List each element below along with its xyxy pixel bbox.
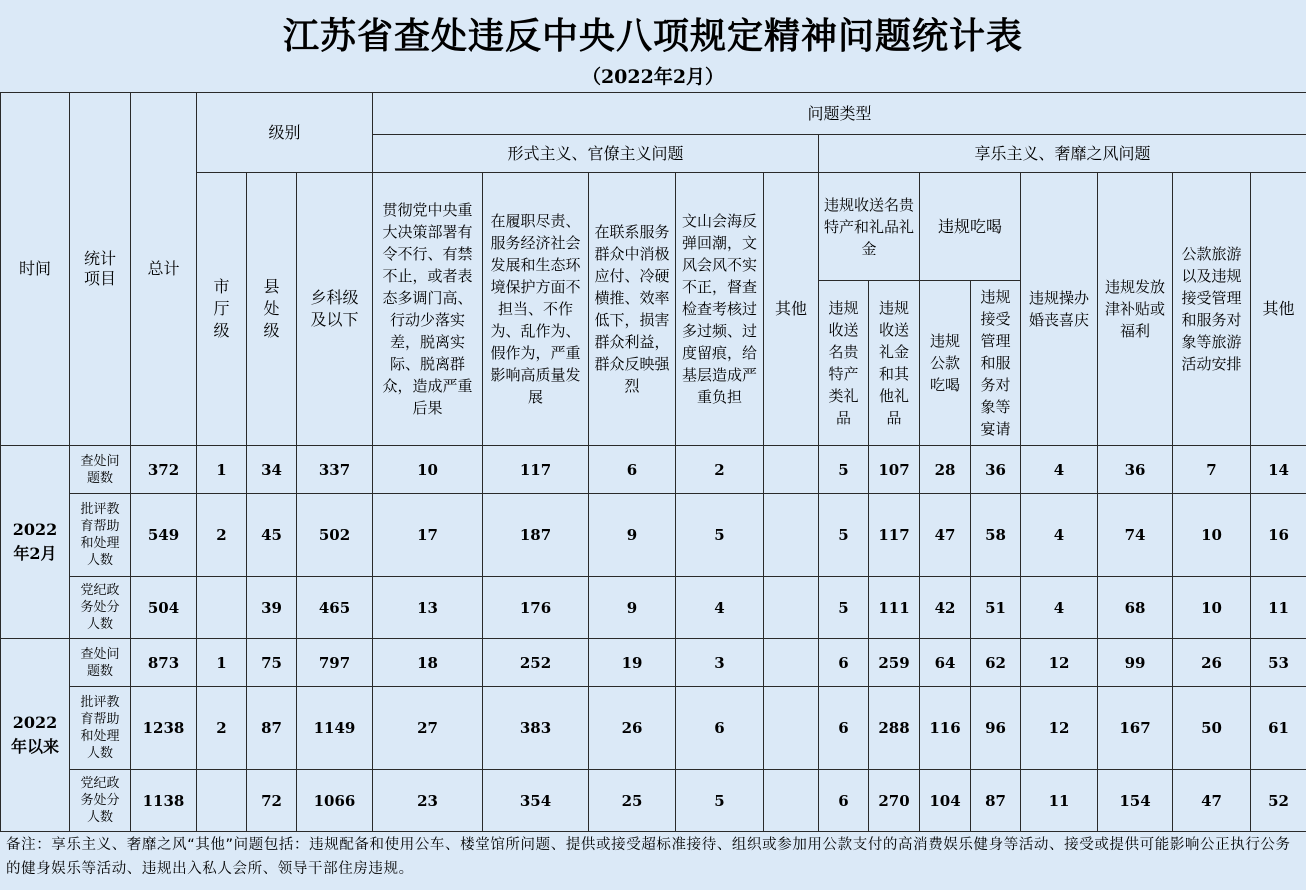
value-cell: 1066 (297, 770, 373, 832)
value-cell: 502 (297, 494, 373, 577)
stat-item-label: 批评教育帮助和处理人数 (70, 687, 131, 770)
stat-item-label: 党纪政务处分人数 (70, 577, 131, 639)
value-cell: 1 (197, 446, 247, 494)
value-cell: 39 (247, 577, 297, 639)
value-cell: 270 (869, 770, 920, 832)
table-row (1, 639, 1306, 687)
value-cell: 47 (920, 494, 971, 577)
value-cell: 288 (869, 687, 920, 770)
table-body (1, 446, 1306, 832)
header-level-county: 县处级 (247, 173, 297, 446)
value-cell: 17 (373, 494, 483, 577)
table-row (1, 494, 1306, 577)
value-cell: 1238 (131, 687, 197, 770)
page-subtitle: （2022年2月） (581, 66, 725, 88)
header-formalism-3: 在联系服务群众中消极应付、冷硬横推、效率低下，损害群众利益，群众反映强烈 (589, 173, 676, 446)
value-cell (197, 577, 247, 639)
value-cell: 36 (971, 446, 1021, 494)
value-cell: 2 (676, 446, 764, 494)
value-cell (197, 770, 247, 832)
value-cell (764, 770, 819, 832)
stat-item-label: 党纪政务处分人数 (70, 770, 131, 832)
header-gifts: 违规收送名贵特产和礼品礼金 (819, 173, 920, 281)
value-cell: 45 (247, 494, 297, 577)
value-cell: 10 (1173, 494, 1251, 577)
stat-item-label: 批评教育帮助和处理人数 (70, 494, 131, 577)
value-cell: 337 (297, 446, 373, 494)
header-level-city: 市厅级 (197, 173, 247, 446)
header-dining: 违规吃喝 (920, 173, 1021, 281)
value-cell (764, 577, 819, 639)
value-cell: 36 (1098, 446, 1173, 494)
value-cell: 72 (247, 770, 297, 832)
value-cell: 87 (971, 770, 1021, 832)
value-cell: 96 (971, 687, 1021, 770)
value-cell: 504 (131, 577, 197, 639)
stat-item-label: 查处问题数 (70, 446, 131, 494)
header-formalism-4: 文山会海反弹回潮，文风会风不实不正，督查检查考核过多过频、过度留痕，给基层造成严重负担 (676, 173, 764, 446)
table-row (1, 577, 1306, 639)
value-cell: 873 (131, 639, 197, 687)
value-cell: 62 (971, 639, 1021, 687)
value-cell: 13 (373, 577, 483, 639)
value-cell: 6 (589, 446, 676, 494)
value-cell: 104 (920, 770, 971, 832)
header-problem-type: 问题类型 (373, 93, 1306, 135)
value-cell: 259 (869, 639, 920, 687)
value-cell: 50 (1173, 687, 1251, 770)
header-level: 级别 (197, 93, 373, 173)
value-cell (764, 687, 819, 770)
header-travel: 公款旅游以及违规接受管理和服务对象等旅游活动安排 (1173, 173, 1251, 446)
value-cell: 167 (1098, 687, 1173, 770)
value-cell: 26 (1173, 639, 1251, 687)
header-weddings: 违规操办婚丧喜庆 (1021, 173, 1098, 446)
value-cell: 4 (1021, 446, 1098, 494)
value-cell: 354 (483, 770, 589, 832)
period-label: 2022年以来 (1, 639, 70, 832)
value-cell: 3 (676, 639, 764, 687)
header-gifts-1: 违规收送名贵特产类礼品 (819, 281, 869, 446)
value-cell (764, 446, 819, 494)
header-item: 统计项目 (70, 93, 131, 446)
value-cell: 5 (819, 494, 869, 577)
statistics-table (0, 92, 1306, 832)
value-cell: 1 (197, 639, 247, 687)
value-cell: 111 (869, 577, 920, 639)
value-cell: 372 (131, 446, 197, 494)
value-cell: 5 (676, 494, 764, 577)
header-formalism: 形式主义、官僚主义问题 (373, 135, 819, 173)
value-cell: 23 (373, 770, 483, 832)
value-cell: 58 (971, 494, 1021, 577)
value-cell: 2 (197, 687, 247, 770)
header-time: 时间 (1, 93, 70, 446)
value-cell: 19 (589, 639, 676, 687)
value-cell: 75 (247, 639, 297, 687)
value-cell: 27 (373, 687, 483, 770)
value-cell: 6 (676, 687, 764, 770)
value-cell: 18 (373, 639, 483, 687)
table-row (1, 770, 1306, 832)
value-cell: 99 (1098, 639, 1173, 687)
value-cell: 117 (483, 446, 589, 494)
header-formalism-other: 其他 (764, 173, 819, 446)
value-cell: 47 (1173, 770, 1251, 832)
header-total: 总计 (131, 93, 197, 446)
value-cell: 187 (483, 494, 589, 577)
value-cell: 25 (589, 770, 676, 832)
footnote: 备注：享乐主义、奢靡之风“其他”问题包括：违规配备和使用公车、楼堂馆所问题、提供或接受超标准接待、组织或参加用公款支付的高消费娱乐健身等活动、接受或提供可能影响公正执行公务的健身娱乐等活动、违规出入私人会所、领导干部住房违规。 (6, 837, 1291, 877)
header-hedonism-other: 其他 (1251, 173, 1306, 446)
value-cell (764, 639, 819, 687)
value-cell: 28 (920, 446, 971, 494)
value-cell: 176 (483, 577, 589, 639)
value-cell: 16 (1251, 494, 1306, 577)
value-cell: 154 (1098, 770, 1173, 832)
value-cell: 5 (676, 770, 764, 832)
table-header (1, 93, 1306, 446)
value-cell: 252 (483, 639, 589, 687)
value-cell: 42 (920, 577, 971, 639)
header-formalism-2: 在履职尽责、服务经济社会发展和生态环境保护方面不担当、不作为、乱作为、假作为，严重影响高质量发展 (483, 173, 589, 446)
value-cell: 1149 (297, 687, 373, 770)
value-cell: 117 (869, 494, 920, 577)
value-cell: 4 (1021, 494, 1098, 577)
value-cell: 465 (297, 577, 373, 639)
header-dining-2: 违规接受管理和服务对象等宴请 (971, 281, 1021, 446)
value-cell: 51 (971, 577, 1021, 639)
page-title: 江苏省查处违反中央八项规定精神问题统计表 (282, 15, 1023, 57)
value-cell: 7 (1173, 446, 1251, 494)
value-cell: 34 (247, 446, 297, 494)
value-cell: 107 (869, 446, 920, 494)
value-cell: 5 (819, 577, 869, 639)
value-cell: 797 (297, 639, 373, 687)
value-cell: 26 (589, 687, 676, 770)
value-cell: 5 (819, 446, 869, 494)
value-cell: 10 (1173, 577, 1251, 639)
value-cell: 87 (247, 687, 297, 770)
value-cell: 4 (676, 577, 764, 639)
value-cell (764, 494, 819, 577)
value-cell: 74 (1098, 494, 1173, 577)
header-gifts-2: 违规收送礼金和其他礼品 (869, 281, 920, 446)
value-cell: 12 (1021, 639, 1098, 687)
value-cell: 11 (1251, 577, 1306, 639)
value-cell: 53 (1251, 639, 1306, 687)
value-cell: 6 (819, 639, 869, 687)
stat-item-label: 查处问题数 (70, 639, 131, 687)
value-cell: 12 (1021, 687, 1098, 770)
header-formalism-1: 贯彻党中央重大决策部署有令不行、有禁不止，或者表态多调门高、行动少落实差，脱离实际、脱离群众，造成严重后果 (373, 173, 483, 446)
header-dining-1: 违规公款吃喝 (920, 281, 971, 446)
value-cell: 6 (819, 770, 869, 832)
value-cell: 4 (1021, 577, 1098, 639)
value-cell: 68 (1098, 577, 1173, 639)
header-hedonism: 享乐主义、奢靡之风问题 (819, 135, 1306, 173)
value-cell: 6 (819, 687, 869, 770)
value-cell: 64 (920, 639, 971, 687)
value-cell: 9 (589, 577, 676, 639)
value-cell: 11 (1021, 770, 1098, 832)
header-subsidies: 违规发放津补贴或福利 (1098, 173, 1173, 446)
value-cell: 61 (1251, 687, 1306, 770)
value-cell: 2 (197, 494, 247, 577)
value-cell: 52 (1251, 770, 1306, 832)
value-cell: 14 (1251, 446, 1306, 494)
value-cell: 10 (373, 446, 483, 494)
period-label: 2022年2月 (1, 446, 70, 639)
value-cell: 383 (483, 687, 589, 770)
table-row (1, 687, 1306, 770)
value-cell: 9 (589, 494, 676, 577)
header-level-township: 乡科级及以下 (297, 173, 373, 446)
table-row (1, 446, 1306, 494)
value-cell: 116 (920, 687, 971, 770)
value-cell: 1138 (131, 770, 197, 832)
value-cell: 549 (131, 494, 197, 577)
